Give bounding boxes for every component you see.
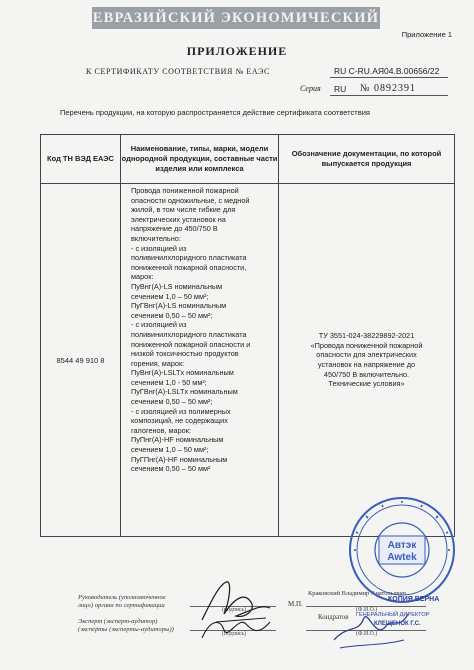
description-line: напряжение до 450/750 В	[131, 224, 218, 234]
description-line: сечением 0,50 – 50 мм²;	[131, 397, 213, 407]
description-line: включительно:	[131, 233, 181, 243]
description-line: пониженной пожарной опасности и	[131, 339, 251, 349]
description-line: поливинилхлоридного пластиката	[131, 253, 247, 263]
table-row	[41, 184, 455, 537]
expert-signature-caption: (подпись)	[222, 631, 247, 637]
head-label-line-2: лицо) органа по сертификации	[78, 602, 165, 609]
description-line: сечением 1,0 – 50 мм²;	[131, 291, 209, 301]
description-line: галогенов, марок:	[131, 425, 191, 435]
annex-number: Приложение 1	[401, 30, 452, 39]
seal-place-label: М.П.	[288, 600, 303, 608]
serial-underline	[330, 95, 448, 96]
hs-code-cell: 8544 49 910 8	[41, 184, 121, 537]
copy-stamp-line-1: КОПИЯ ВЕРНА	[388, 596, 440, 603]
expert-name-caption: (Ф.И.О.)	[356, 631, 378, 637]
description-line: ПуПнг(А)-HF номинальным	[131, 435, 224, 445]
doc-line: установок на напряжение до	[317, 360, 416, 369]
header-documentation: Обозначение документации, по которой выпускается продукция	[279, 135, 455, 184]
description-line: Провода пониженной пожарной	[131, 186, 239, 195]
description-line: электрических установок на	[131, 214, 226, 224]
description-line: низкой токсичностью продуктов	[131, 349, 239, 359]
documentation-cell	[279, 184, 455, 537]
page-title: ПРИЛОЖЕНИЕ	[186, 44, 288, 58]
description-line: сечением 0,50 – 50 мм²;	[131, 310, 213, 320]
intro-text: Перечень продукции, на которую распространяется действие сертификата соответствия	[60, 108, 370, 117]
copy-stamp-line-2: ГЕНЕРАЛЬНЫЙ ДИРЕКТОР	[356, 612, 430, 618]
series-label: Серия	[300, 84, 321, 93]
certificate-subtitle: К СЕРТИФИКАТУ СООТВЕТСТВИЯ № ЕАЭС	[86, 67, 270, 76]
doc-line: 450/750 В включительно.	[323, 369, 410, 379]
description-line: - с изоляцией из	[131, 243, 187, 253]
description-line: ПуГПнг(А)-HF номинальным	[131, 454, 228, 464]
header-code: Код ТН ВЭД ЕАЭС	[41, 135, 121, 184]
stamp-text-top: Автэк	[387, 540, 417, 551]
doc-line: опасности для электрических	[316, 350, 417, 360]
expert-signature	[198, 610, 278, 650]
description-line: марок:	[131, 272, 154, 282]
description-line: ПуВнг(А)-LS номинальным	[131, 281, 223, 291]
description-line: ПуГВнг(А)-LSLTx номинальным	[131, 387, 238, 397]
header-description: Наименование, типы, марки, модели однородной продукции, составные части изделия или комплекса	[121, 135, 279, 184]
description-line: поливинилхлоридного пластиката	[131, 329, 247, 339]
doc-line: ТУ 3551-024-38229892-2021	[318, 331, 415, 341]
description-line: сечением 0,50 – 50 мм²	[131, 464, 211, 474]
head-name: Краковский Владимир Анатольевич	[308, 590, 406, 597]
head-label-line-1: Руководитель (уполномоченное	[78, 594, 166, 601]
product-table	[40, 134, 455, 537]
description-line: сечением 1,0 – 50 мм²;	[131, 445, 209, 455]
head-signature-caption: (подпись)	[222, 607, 247, 613]
expert-label	[78, 618, 174, 634]
description-line: сечением 1,0 - 50 мм²;	[131, 377, 207, 387]
description-line: ПуВнг(А)-LSLTx номинальным	[131, 368, 234, 378]
description-line: композиций, не содержащих	[131, 416, 228, 426]
cert-number-underline	[330, 77, 448, 78]
serial-number: № 0892391	[360, 83, 417, 94]
copy-signature	[330, 600, 410, 656]
certificate-number: RU C-RU.AЯ04.B.00656/22	[334, 66, 440, 76]
union-banner: ЕВРАЗИЙСКИЙ ЭКОНОМИЧЕСКИЙ СОЮЗ	[92, 7, 380, 29]
copy-stamp-line-3: КЛЕЩЕНОК Г.С.	[374, 621, 421, 627]
description-line: пониженной пожарной опасности,	[131, 262, 247, 272]
description-line: - с изоляцией из	[131, 320, 187, 330]
series-value: RU	[334, 84, 347, 94]
expert-name: Кондратов	[318, 614, 349, 621]
description-line: ПуГВнг(А)-LS номинальным	[131, 301, 227, 311]
head-label	[78, 594, 166, 610]
expert-label-line-1: Эксперт (эксперт-аудитор)	[78, 618, 158, 625]
table-header-row	[41, 135, 455, 184]
description-line: жилой, в том числе гибкие для	[131, 205, 236, 215]
doc-line: «Провода пониженной пожарной	[310, 340, 423, 350]
description-line: - с изоляцией из полимерных	[131, 406, 231, 416]
expert-label-line-2: (эксперты (эксперты-аудиторы))	[78, 626, 174, 633]
description-line: опасности одножильные, с медной	[131, 195, 250, 205]
head-name-caption: (Ф.И.О.)	[356, 607, 378, 613]
doc-line: Технические условия»	[328, 379, 405, 389]
description-cell	[121, 184, 279, 537]
certification-body-stamp	[342, 492, 462, 612]
stamp-text-bottom: Awtek	[387, 552, 417, 563]
description-line: горения, марок:	[131, 358, 185, 368]
